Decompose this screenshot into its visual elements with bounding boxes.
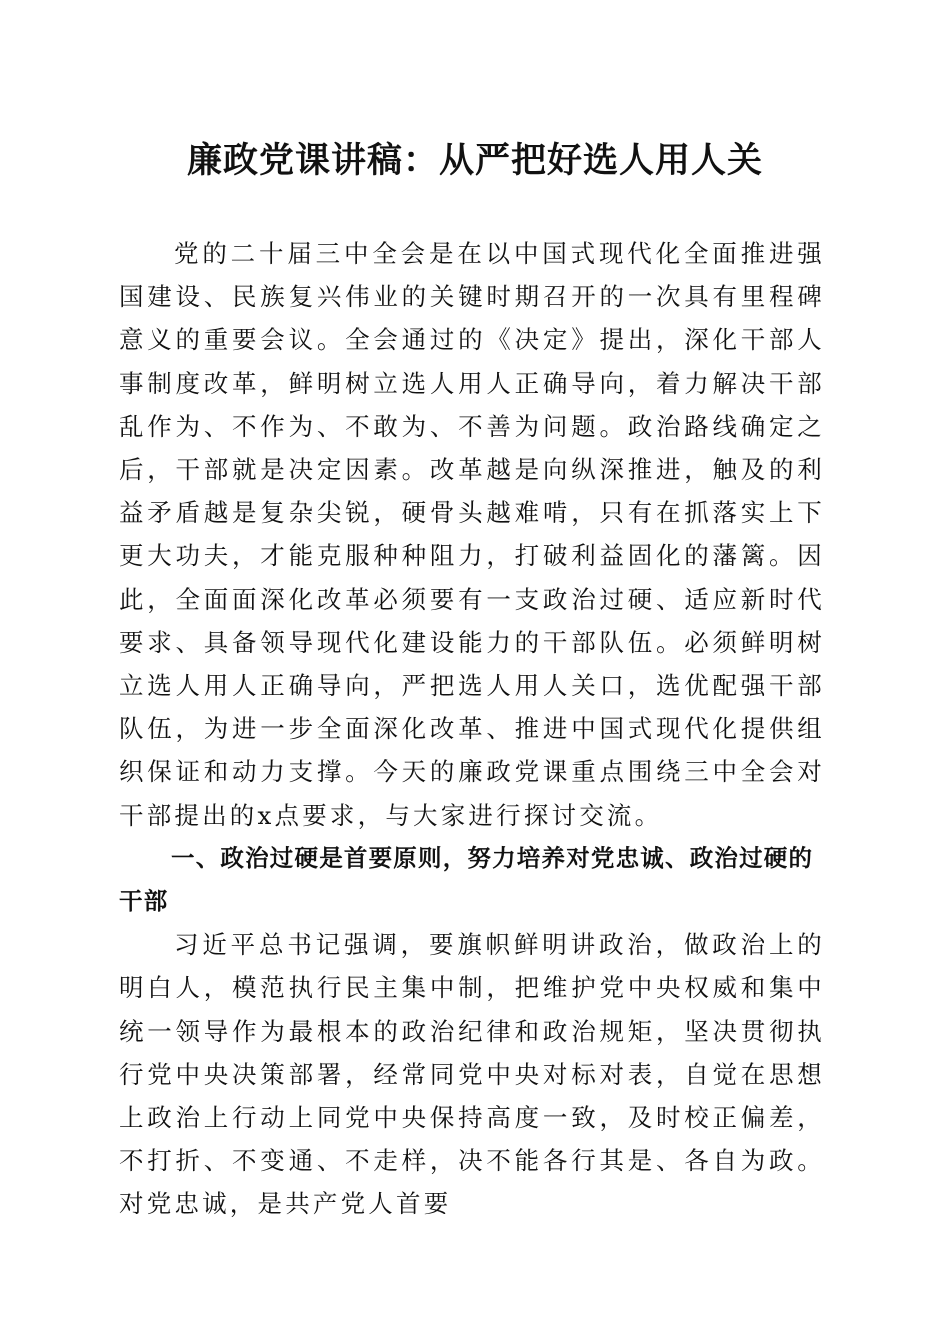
document-body bbox=[119, 232, 825, 1226]
section-1-paragraph: 习近平总书记强调，要旗帜鲜明讲政治，做政治上的明白人，模范执行民主集中制，把维护党中央权威和集中统一领导作为最根本的政治纪律和政治规矩，坚决贯彻执行党中央决策部署，经常同党中央对标对表，自觉在思想上政治上行动上同党中央保持高度一致，及时校正偏差，不打折、不变通、不走样，决不能各行其是、各自为政。对党忠诚，是共产党人首要 bbox=[119, 930, 825, 1219]
section-heading-1: 一、政治过硬是首要原则，努力培养对党忠诚、政治过硬的干部 bbox=[119, 843, 814, 916]
intro-paragraph: 党的二十届三中全会是在以中国式现代化全面推进强国建设、民族复兴伟业的关键时期召开的一次具有里程碑意义的重要会议。全会通过的《决定》提出，深化干部人事制度改革，鲜明树立选人用人正确导向，着力解决干部乱作为、不作为、不敢为、不善为问题。政治路线确定之后，干部就是决定因素。改革越是向纵深推进，触及的利益矛盾越是复杂尖锐，硬骨头越难啃，只有在抓落实上下更大功夫，才能克服种种阻力，打破利益固化的藩篱。因此，全面面深化改革必须要有一支政治过硬、适应新时代要求、具备领导现代化建设能力的干部队伍。必须鲜明树立选人用人正确导向，严把选人用人关口，选优配强干部队伍，为进一步全面深化改革、推进中国式现代化提供组织保证和动力支撑。今天的廉政党课重点围绕三中全会对干部提出的x点要求，与大家进行探讨交流。 bbox=[119, 239, 825, 830]
document-title: 廉政党课讲稿：从严把好选人用人关 bbox=[186, 140, 763, 181]
